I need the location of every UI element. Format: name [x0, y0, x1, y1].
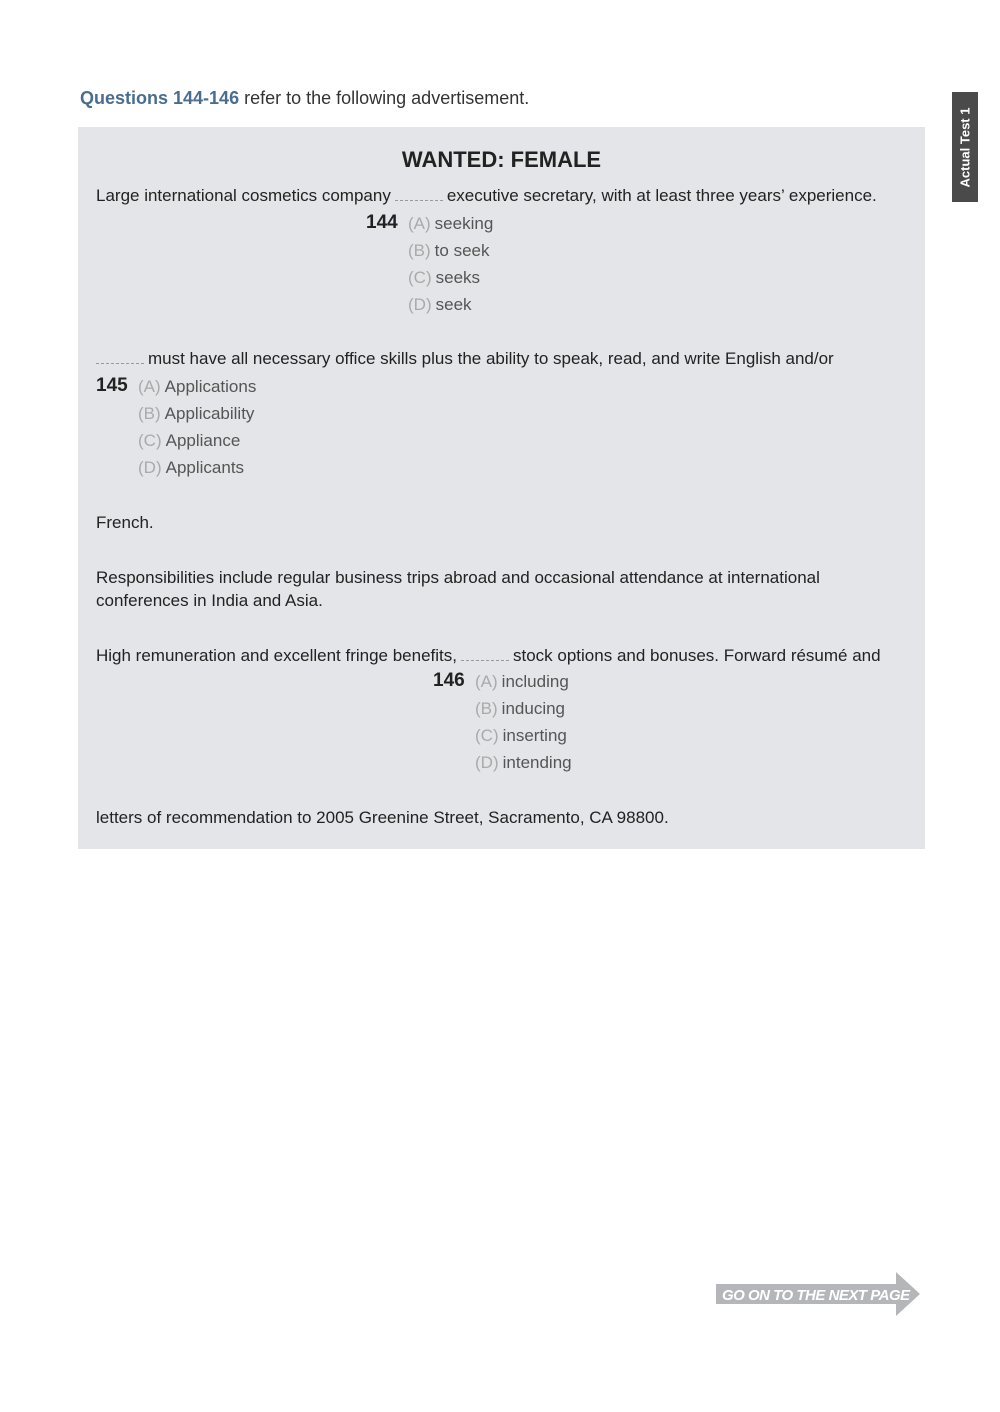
option-144-d[interactable]: (D) seek: [408, 295, 472, 314]
question-number-144: 144: [366, 212, 398, 233]
option-145-d[interactable]: (D) Applicants: [138, 458, 245, 477]
option-145-c[interactable]: (C) Appliance: [138, 431, 241, 450]
section-tab: [952, 92, 978, 202]
ad-line-2-end: French.: [96, 513, 154, 532]
ad-title: WANTED: FEMALE: [401, 147, 602, 172]
option-144-a[interactable]: (A) seeking: [408, 214, 494, 233]
question-number-145: 145: [96, 375, 128, 396]
blank-146: [461, 650, 509, 661]
option-146-c[interactable]: (C) inserting: [475, 726, 567, 745]
ad-line-3a: Responsibilities include regular business trips abroad and occasional attendance at international: [96, 568, 820, 587]
ad-line-2: must have all necessary office skills plus the ability to speak, read, and write English and/or: [96, 349, 834, 369]
instructions-text: refer to the following advertisement.: [239, 88, 530, 108]
option-146-b[interactable]: (B) inducing: [475, 699, 565, 718]
question-number-146: 146: [433, 670, 465, 691]
option-146-d[interactable]: (D) intending: [475, 753, 572, 772]
ad-line-4: High remuneration and excellent fringe benefits, stock options and bonuses. Forward résumé and: [96, 646, 881, 665]
ad-line-1: Large international cosmetics company executive secretary, with at least three years’ experience.: [96, 186, 877, 205]
next-page-label: GO ON TO THE NEXT PAGE: [722, 1287, 910, 1304]
next-page-button[interactable]: [716, 1272, 920, 1318]
option-146-a[interactable]: (A) including: [475, 672, 569, 691]
ad-line-4-end: letters of recommendation to 2005 Greenine Street, Sacramento, CA 98800.: [96, 808, 669, 827]
blank-145: [96, 353, 144, 364]
instructions: [80, 88, 529, 109]
advertisement-box: [78, 127, 925, 849]
option-145-b[interactable]: (B) Applicability: [138, 404, 255, 423]
blank-144: [395, 190, 443, 201]
section-tab-label: Actual Test 1: [957, 107, 973, 187]
ad-line-3b: conferences in India and Asia.: [96, 591, 323, 610]
question-range: Questions 144-146: [80, 88, 240, 108]
option-144-c[interactable]: (C) seeks: [408, 268, 481, 287]
option-144-b[interactable]: (B) to seek: [408, 241, 490, 260]
option-145-a[interactable]: (A) Applications: [138, 377, 257, 396]
